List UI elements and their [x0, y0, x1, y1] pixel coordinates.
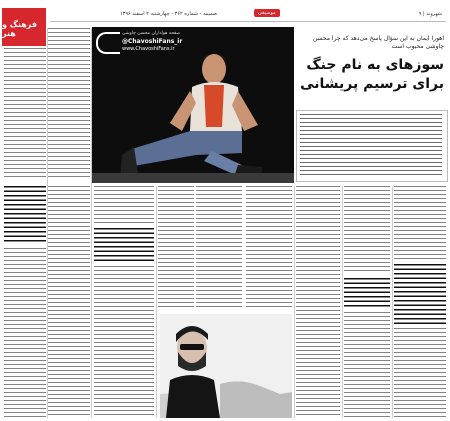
column-rule: [294, 186, 295, 418]
column-rule: [156, 186, 157, 418]
section-pill: موسیقی: [254, 9, 280, 17]
text-column: [48, 186, 90, 418]
fan-page-logo: [92, 30, 204, 60]
section-red-tab: [2, 8, 46, 46]
page-number: شهروند | ۹: [418, 11, 442, 17]
column-rule: [47, 28, 48, 418]
text-column: [246, 186, 292, 310]
column-rule: [91, 28, 92, 418]
logo-handle: @ChavoshiFans_ir: [122, 38, 183, 45]
article-title: سوزهای به نام جنگ برای ترسیم پریشانی: [300, 57, 444, 92]
column-rule: [392, 186, 393, 418]
pull-quote: [94, 228, 154, 262]
section-tab-label: فرهنگ و هنر: [2, 20, 37, 38]
text-column: [394, 328, 446, 418]
text-column: [344, 312, 390, 418]
article-kicker: اهورا ایمان به این سؤال پاسخ می‌دهد که چرا محسن چاوشی محبوب است: [312, 35, 444, 50]
text-column: [4, 248, 46, 418]
issue-info: ضمیمه - شماره ۳۶۲ - چهارشنبه ۲ اسفند ۱۳۹۶: [120, 11, 218, 17]
text-column: [296, 186, 340, 418]
text-column: [394, 186, 446, 260]
logo-mark-icon: [96, 32, 120, 54]
page-header: [50, 8, 446, 20]
text-column: [344, 186, 390, 274]
singer-photo-secondary: [160, 314, 292, 418]
text-column: [94, 186, 154, 224]
column-rule: [342, 186, 343, 418]
header-rule: [50, 21, 446, 22]
pull-quote: [394, 264, 446, 324]
text-column: [196, 186, 242, 310]
text-column: [158, 186, 194, 310]
logo-caption: صفحه هواداران محسن چاوشی: [122, 31, 181, 36]
text-column: [4, 48, 46, 178]
pull-quote: [4, 186, 46, 244]
text-column: [48, 28, 90, 178]
intro-paragraph: [300, 114, 442, 178]
text-column: [94, 266, 154, 418]
singer-portrait: [160, 314, 292, 418]
pull-quote: [344, 278, 390, 308]
logo-site: www.ChavoshiFans.ir: [122, 46, 175, 52]
